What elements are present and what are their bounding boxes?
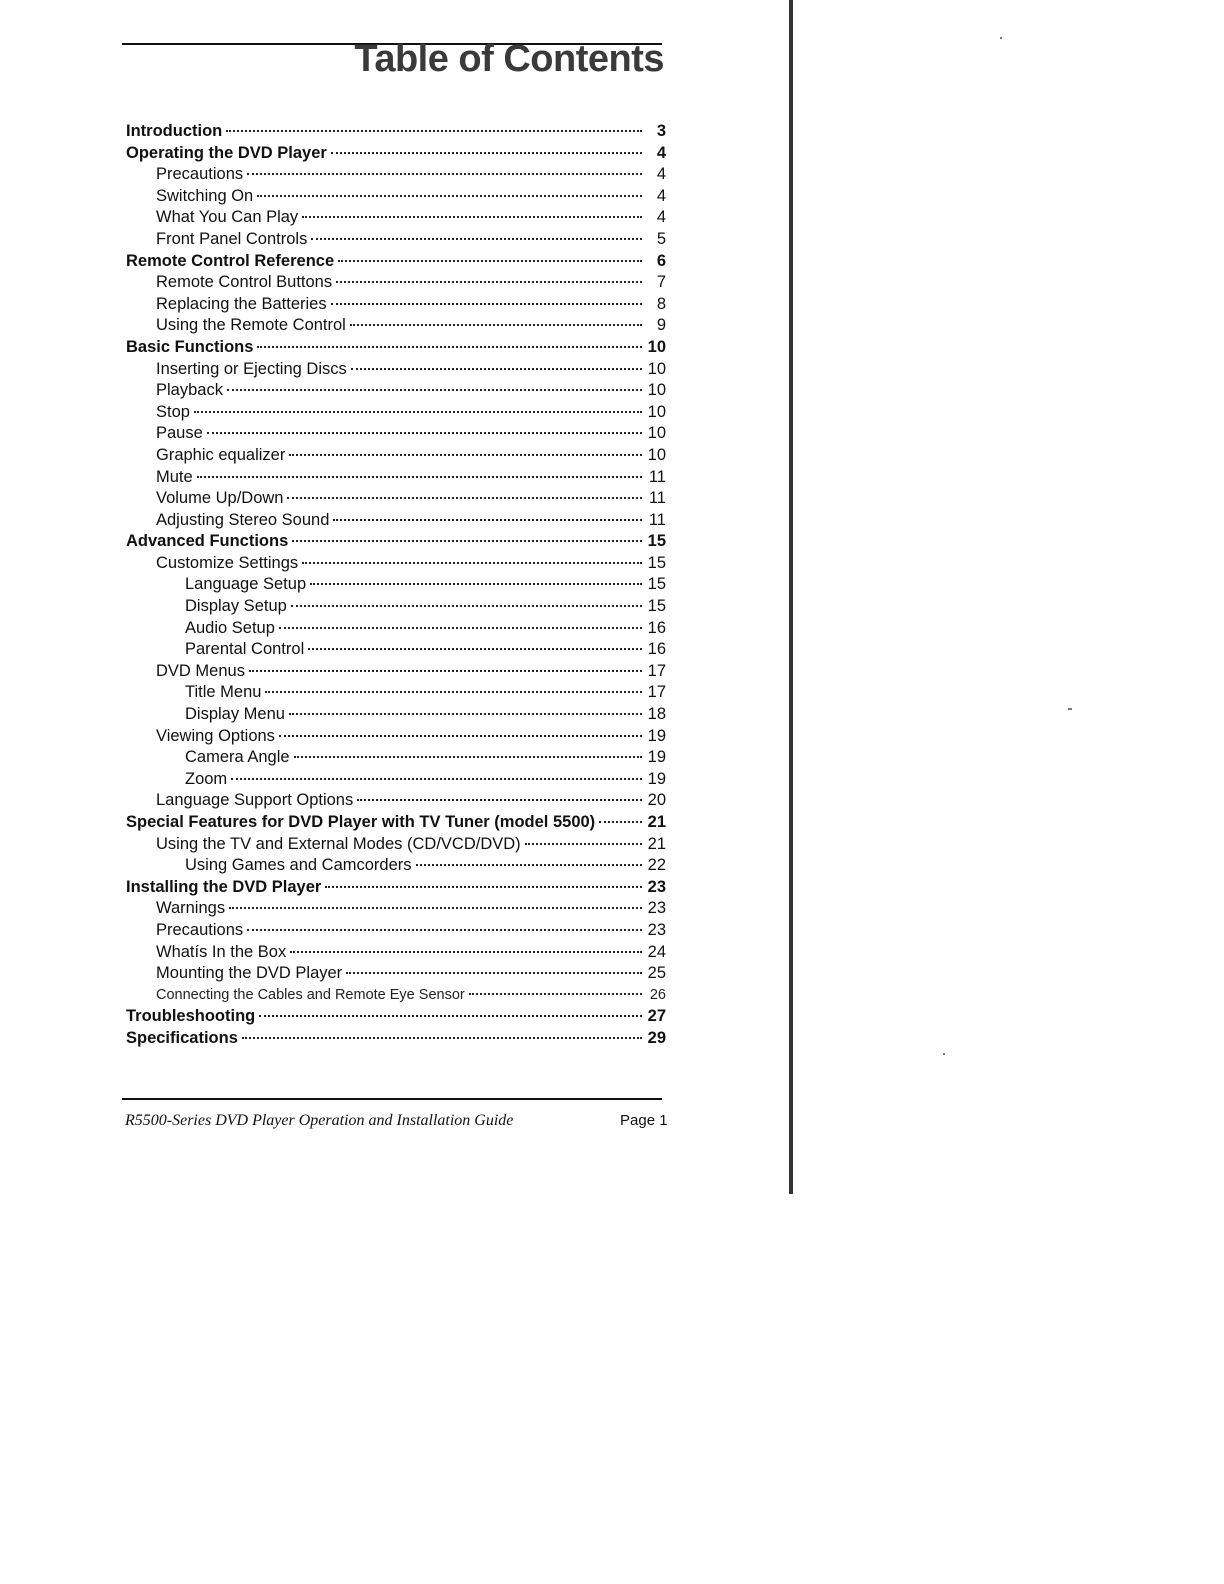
dot-leader	[249, 670, 642, 672]
toc-entry-label: Customize Settings	[156, 553, 299, 572]
toc-entry-page: 19	[647, 726, 666, 745]
toc-entry-page: 15	[647, 532, 666, 551]
toc-entry[interactable]	[126, 704, 666, 726]
toc-entry-page: 6	[656, 251, 666, 270]
toc-entry-label: Switching On	[156, 186, 254, 205]
toc-entry-page: 15	[647, 597, 666, 616]
toc-entry-page: 15	[647, 575, 666, 594]
toc-entry-page: 7	[656, 273, 666, 292]
toc-entry-label: Parental Control	[185, 640, 305, 659]
dot-leader	[416, 864, 642, 866]
toc-entry-page: 5	[656, 229, 666, 248]
dot-leader	[231, 778, 642, 780]
toc-entry-label: Viewing Options	[156, 726, 275, 745]
dot-leader	[325, 886, 642, 888]
toc-entry-label: Adjusting Stereo Sound	[156, 510, 330, 529]
dot-leader	[308, 648, 642, 650]
toc-entry-page: 23	[647, 899, 666, 918]
dot-leader	[331, 152, 642, 154]
toc-entry[interactable]	[126, 877, 666, 899]
toc-entry-label: Remote Control Buttons	[156, 273, 333, 292]
toc-entry[interactable]	[126, 207, 666, 229]
dot-leader	[194, 411, 642, 413]
toc-entry[interactable]	[126, 1028, 666, 1050]
toc-entry-page: 16	[647, 640, 666, 659]
dot-leader	[333, 519, 642, 521]
toc-entry-page: 26	[649, 986, 666, 1003]
scan-speck	[1068, 708, 1072, 710]
dot-leader	[310, 583, 642, 585]
binding-edge-line	[789, 0, 793, 1194]
dot-leader	[259, 1015, 642, 1017]
toc-entry-label: Zoom	[185, 769, 228, 788]
dot-leader	[331, 303, 642, 305]
toc-entry-label: Volume Up/Down	[156, 489, 284, 508]
toc-entry-page: 10	[647, 359, 666, 378]
toc-entry-label: Using the Remote Control	[156, 316, 346, 335]
toc-entry-page: 18	[647, 705, 666, 724]
toc-entry-label: Playback	[156, 381, 223, 400]
dot-leader	[247, 929, 642, 931]
dot-leader	[290, 951, 642, 953]
toc-entry[interactable]	[126, 445, 666, 467]
dot-leader	[302, 216, 642, 218]
toc-entry-label: Installing the DVD Player	[126, 877, 322, 896]
dot-leader	[197, 476, 642, 478]
toc-entry-label: Connecting the Cables and Remote Eye Sensor	[156, 986, 465, 1003]
dot-leader	[257, 346, 642, 348]
toc-entry-label: Troubleshooting	[126, 1007, 256, 1026]
toc-entry[interactable]	[126, 553, 666, 575]
toc-entry-label: Mounting the DVD Player	[156, 964, 343, 983]
toc-entry-page: 21	[647, 834, 666, 853]
toc-entry[interactable]	[126, 229, 666, 251]
toc-entry[interactable]	[126, 898, 666, 920]
toc-entry-label: Advanced Functions	[126, 532, 289, 551]
toc-entry-label: Language Setup	[185, 575, 307, 594]
dot-leader	[346, 972, 642, 974]
toc-entry[interactable]	[126, 467, 666, 489]
toc-entry-label: Specifications	[126, 1028, 238, 1047]
toc-entry-page: 11	[648, 467, 666, 486]
dot-leader	[599, 821, 642, 823]
toc-entry[interactable]	[126, 963, 666, 985]
dot-leader	[350, 324, 642, 326]
toc-entry-page: 17	[647, 661, 666, 680]
toc-entry[interactable]	[126, 423, 666, 445]
toc-entry[interactable]	[126, 143, 666, 165]
toc-entry-page: 4	[656, 208, 666, 227]
toc-entry-label: Mute	[156, 467, 193, 486]
dot-leader	[265, 691, 642, 693]
toc-entry[interactable]	[126, 294, 666, 316]
toc-entry-page: 10	[647, 402, 666, 421]
toc-entry[interactable]	[126, 942, 666, 964]
toc-entry-page: 24	[647, 942, 666, 961]
toc-entry-label: Whatís In the Box	[156, 942, 287, 961]
dot-leader	[226, 130, 642, 132]
dot-leader	[294, 756, 642, 758]
toc-entry[interactable]	[126, 920, 666, 942]
toc-entry-label: Using Games and Camcorders	[185, 856, 412, 875]
toc-entry-page: 4	[656, 143, 666, 162]
footer-guide-title: R5500-Series DVD Player Operation and Installation Guide	[125, 1112, 514, 1129]
toc-entry[interactable]	[126, 985, 666, 1007]
toc-entry-label: Introduction	[126, 122, 223, 140]
toc-entry-label: Inserting or Ejecting Discs	[156, 359, 347, 378]
dot-leader	[227, 389, 642, 391]
dot-leader	[287, 497, 642, 499]
toc-entry-label: Front Panel Controls	[156, 229, 308, 248]
dot-leader	[207, 432, 642, 434]
dot-leader	[338, 260, 642, 262]
toc-entry-page: 17	[647, 683, 666, 702]
toc-entry-label: Basic Functions	[126, 337, 254, 356]
toc-entry[interactable]	[126, 531, 666, 553]
dot-leader	[469, 993, 642, 995]
toc-entry-page: 11	[648, 510, 666, 529]
dot-leader	[291, 605, 642, 607]
toc-entry-page: 16	[647, 618, 666, 637]
toc-entry[interactable]	[126, 855, 666, 877]
toc-entry-label: Camera Angle	[185, 748, 290, 767]
scan-speck	[943, 1053, 945, 1055]
toc-entry-label: Replacing the Batteries	[156, 294, 327, 313]
toc-entry-page: 19	[647, 748, 666, 767]
toc-entry-label: Using the TV and External Modes (CD/VCD/DVD)	[156, 834, 521, 853]
toc-entry-label: DVD Menus	[156, 661, 245, 680]
toc-entry-label: Pause	[156, 424, 203, 443]
toc-entry-label: Stop	[156, 402, 190, 421]
toc-entry[interactable]	[126, 574, 666, 596]
toc-entry[interactable]	[126, 359, 666, 381]
toc-entry-label: Precautions	[156, 920, 244, 939]
toc-entry[interactable]	[126, 661, 666, 683]
toc-entry-label: Operating the DVD Player	[126, 143, 327, 162]
toc-entry[interactable]	[126, 618, 666, 640]
toc-entry-page: 25	[647, 964, 666, 983]
toc-entry-page: 3	[656, 122, 666, 140]
dot-leader	[289, 454, 642, 456]
toc-entry[interactable]	[126, 747, 666, 769]
toc-entry-label: Warnings	[156, 899, 226, 918]
toc-entry[interactable]	[126, 812, 666, 834]
toc-entry-page: 21	[647, 813, 666, 831]
dot-leader	[247, 173, 642, 175]
toc-entry-page: 29	[647, 1028, 666, 1047]
toc-entry-label: Audio Setup	[185, 618, 275, 637]
toc-entry[interactable]	[126, 726, 666, 748]
dot-leader	[257, 195, 642, 197]
toc-entry-page: 10	[647, 381, 666, 400]
toc-entry[interactable]	[126, 315, 666, 337]
toc-entry[interactable]	[126, 834, 666, 856]
toc-entry-label: Precautions	[156, 165, 244, 184]
toc-entry[interactable]	[126, 510, 666, 532]
toc-entry-label: Title Menu	[185, 683, 262, 702]
toc-entry[interactable]	[126, 596, 666, 618]
toc-entry-page: 4	[656, 165, 666, 184]
toc-entry-label: Language Support Options	[156, 791, 354, 810]
toc-entry[interactable]	[126, 164, 666, 186]
dot-leader	[292, 540, 642, 542]
toc-entry[interactable]	[126, 1006, 666, 1028]
toc-entry-page: 15	[647, 553, 666, 572]
toc-entry-page: 10	[647, 337, 666, 356]
toc-entry-page: 22	[647, 856, 666, 875]
dot-leader	[279, 735, 642, 737]
toc-entry-page: 9	[656, 316, 666, 335]
toc-entry-page: 4	[656, 186, 666, 205]
toc-entry-page: 10	[647, 445, 666, 464]
toc-entry[interactable]	[126, 121, 666, 143]
toc-entry-page: 20	[647, 791, 666, 810]
footer-page-number: Page 1	[620, 1112, 668, 1129]
dot-leader	[242, 1037, 642, 1039]
dot-leader	[351, 368, 642, 370]
toc-entry[interactable]	[126, 380, 666, 402]
table-of-contents	[126, 121, 666, 1050]
toc-entry[interactable]	[126, 790, 666, 812]
dot-leader	[311, 238, 642, 240]
toc-entry-page: 23	[647, 877, 666, 896]
toc-entry-label: What You Can Play	[156, 208, 299, 227]
bottom-rule	[122, 1098, 662, 1100]
dot-leader	[525, 843, 642, 845]
toc-entry[interactable]	[126, 251, 666, 273]
toc-entry[interactable]	[126, 769, 666, 791]
toc-entry-page: 23	[647, 920, 666, 939]
toc-entry[interactable]	[126, 639, 666, 661]
dot-leader	[279, 627, 642, 629]
toc-entry[interactable]	[126, 488, 666, 510]
toc-entry[interactable]	[126, 186, 666, 208]
toc-entry-label: Display Setup	[185, 597, 287, 616]
toc-entry-page: 8	[656, 294, 666, 313]
dot-leader	[336, 281, 642, 283]
toc-entry[interactable]	[126, 682, 666, 704]
dot-leader	[302, 562, 642, 564]
dot-leader	[229, 907, 642, 909]
toc-entry-page: 19	[647, 769, 666, 788]
toc-entry[interactable]	[126, 402, 666, 424]
toc-entry-label: Remote Control Reference	[126, 251, 335, 270]
toc-entry-page: 11	[648, 489, 666, 508]
toc-entry-page: 10	[647, 424, 666, 443]
toc-entry-page: 27	[647, 1007, 666, 1026]
dot-leader	[289, 713, 642, 715]
toc-entry[interactable]	[126, 337, 666, 359]
toc-entry-label: Special Features for DVD Player with TV Tuner (model 5500)	[126, 813, 596, 831]
toc-entry-label: Display Menu	[185, 705, 285, 724]
toc-entry-label: Graphic equalizer	[156, 445, 286, 464]
scan-speck	[1000, 37, 1002, 39]
page-title: Table of Contents	[354, 38, 664, 80]
toc-entry[interactable]	[126, 272, 666, 294]
dot-leader	[357, 799, 642, 801]
